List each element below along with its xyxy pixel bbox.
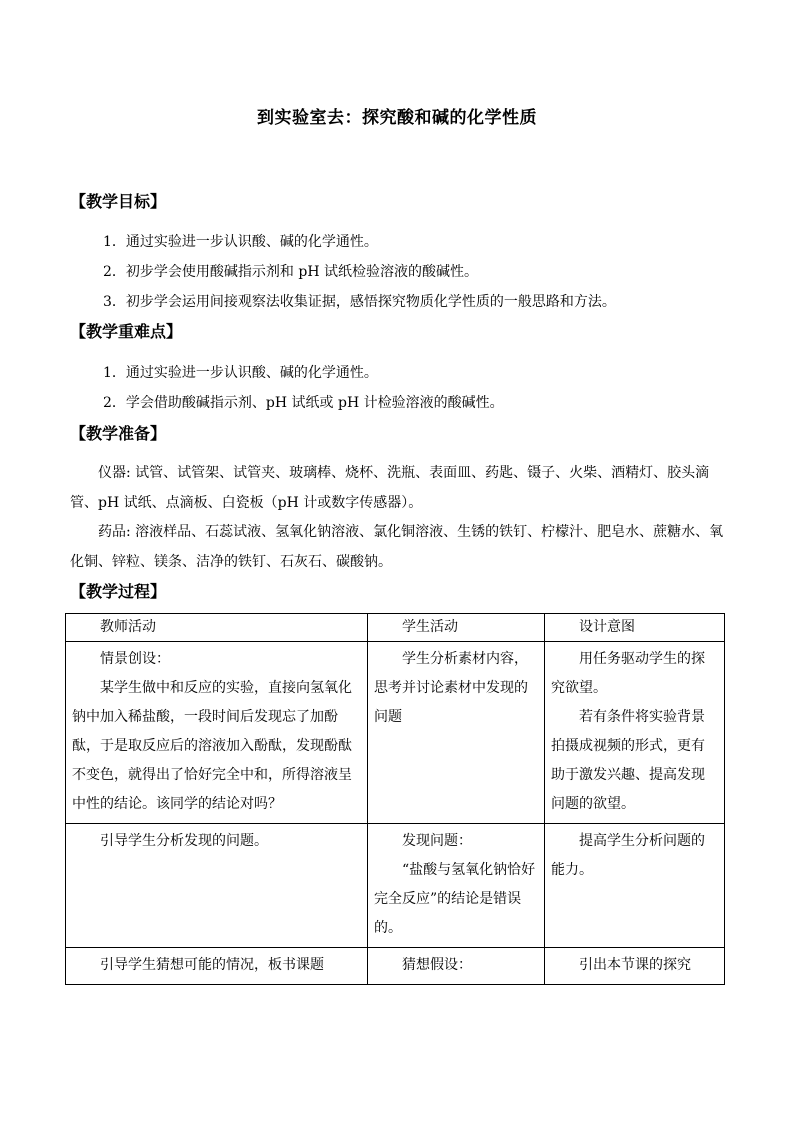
table-row: [66, 824, 725, 948]
table-row: [66, 948, 725, 985]
student-activity-cell: 学生分析素材内容，思考并讨论素材中发现的问题: [368, 642, 545, 824]
keypoint-item-2: 2．学会借助酸碱指示剂、pH 试纸或 pH 计检验溶液的酸碱性。: [103, 395, 504, 411]
goal-item-3: 3．初步学会运用间接观察法收集证据，感悟探究物质化学性质的一般思路和方法。: [103, 294, 616, 310]
teacher-activity-cell: 引导学生猜想可能的情况，板书课题: [66, 948, 368, 985]
section-heading-goals: 【教学目标】: [70, 192, 167, 211]
design-intent-cell: 引出本节课的探究: [545, 948, 725, 985]
page-bottom-margin: [60, 998, 760, 1123]
design-intent-cell: 用任务驱动学生的探究欲望。 若有条件将实验背景拍摄成视频的形式，更有助于激发兴趣、提高发现问题的欲望。: [545, 642, 725, 824]
section-heading-process: 【教学过程】: [70, 582, 167, 601]
keypoint-item-1: 1．通过实验进一步认识酸、碱的化学通性。: [103, 365, 378, 381]
section-heading-keypoints: 【教学重难点】: [70, 322, 183, 341]
goal-item-2: 2．初步学会使用酸碱指示剂和 pH 试纸检验溶液的酸碱性。: [103, 264, 478, 280]
column-header-intent: 设计意图: [545, 614, 725, 642]
table-row: [66, 642, 725, 824]
teacher-activity-cell: 引导学生分析发现的问题。: [66, 824, 368, 948]
student-activity-cell: 发现问题： “盐酸与氢氧化钠恰好完全反应”的结论是错误的。: [368, 824, 545, 948]
student-activity-cell: 猜想假设：: [368, 948, 545, 985]
process-table: [65, 613, 725, 985]
column-header-student: 学生活动: [368, 614, 545, 642]
table-header-row: [66, 614, 725, 642]
prep-reagents: 药品: 溶液样品、石蕊试液、氢氧化钠溶液、氯化铜溶液、生锈的铁钉、柠檬汁、肥皂水、蔗糖水、氧化铜、锌粒、镁条、洁净的铁钉、石灰石、碳酸钠。: [70, 524, 724, 570]
design-intent-cell: 提高学生分析问题的能力。: [545, 824, 725, 948]
teacher-activity-cell: 情景创设： 某学生做中和反应的实验，直接向氢氧化钠中加入稀盐酸，一段时间后发现忘了加酚酞，于是取反应后的溶液加入酚酞，发现酚酞不变色，就得出了恰好完全中和，所得溶液呈中性的结论。该同学的结论对吗？: [66, 642, 368, 824]
prep-instruments: 仪器: 试管、试管架、试管夹、玻璃棒、烧杯、洗瓶、表面皿、药匙、镊子、火柴、酒精灯、胶头滴管、pH 试纸、点滴板、白瓷板（pH 计或数字传感器）。: [70, 465, 710, 511]
column-header-teacher: 教师活动: [66, 614, 368, 642]
section-heading-prep: 【教学准备】: [70, 424, 167, 443]
page-title: 到实验室去：探究酸和碱的化学性质: [257, 108, 537, 128]
goal-item-1: 1．通过实验进一步认识酸、碱的化学通性。: [103, 234, 378, 250]
